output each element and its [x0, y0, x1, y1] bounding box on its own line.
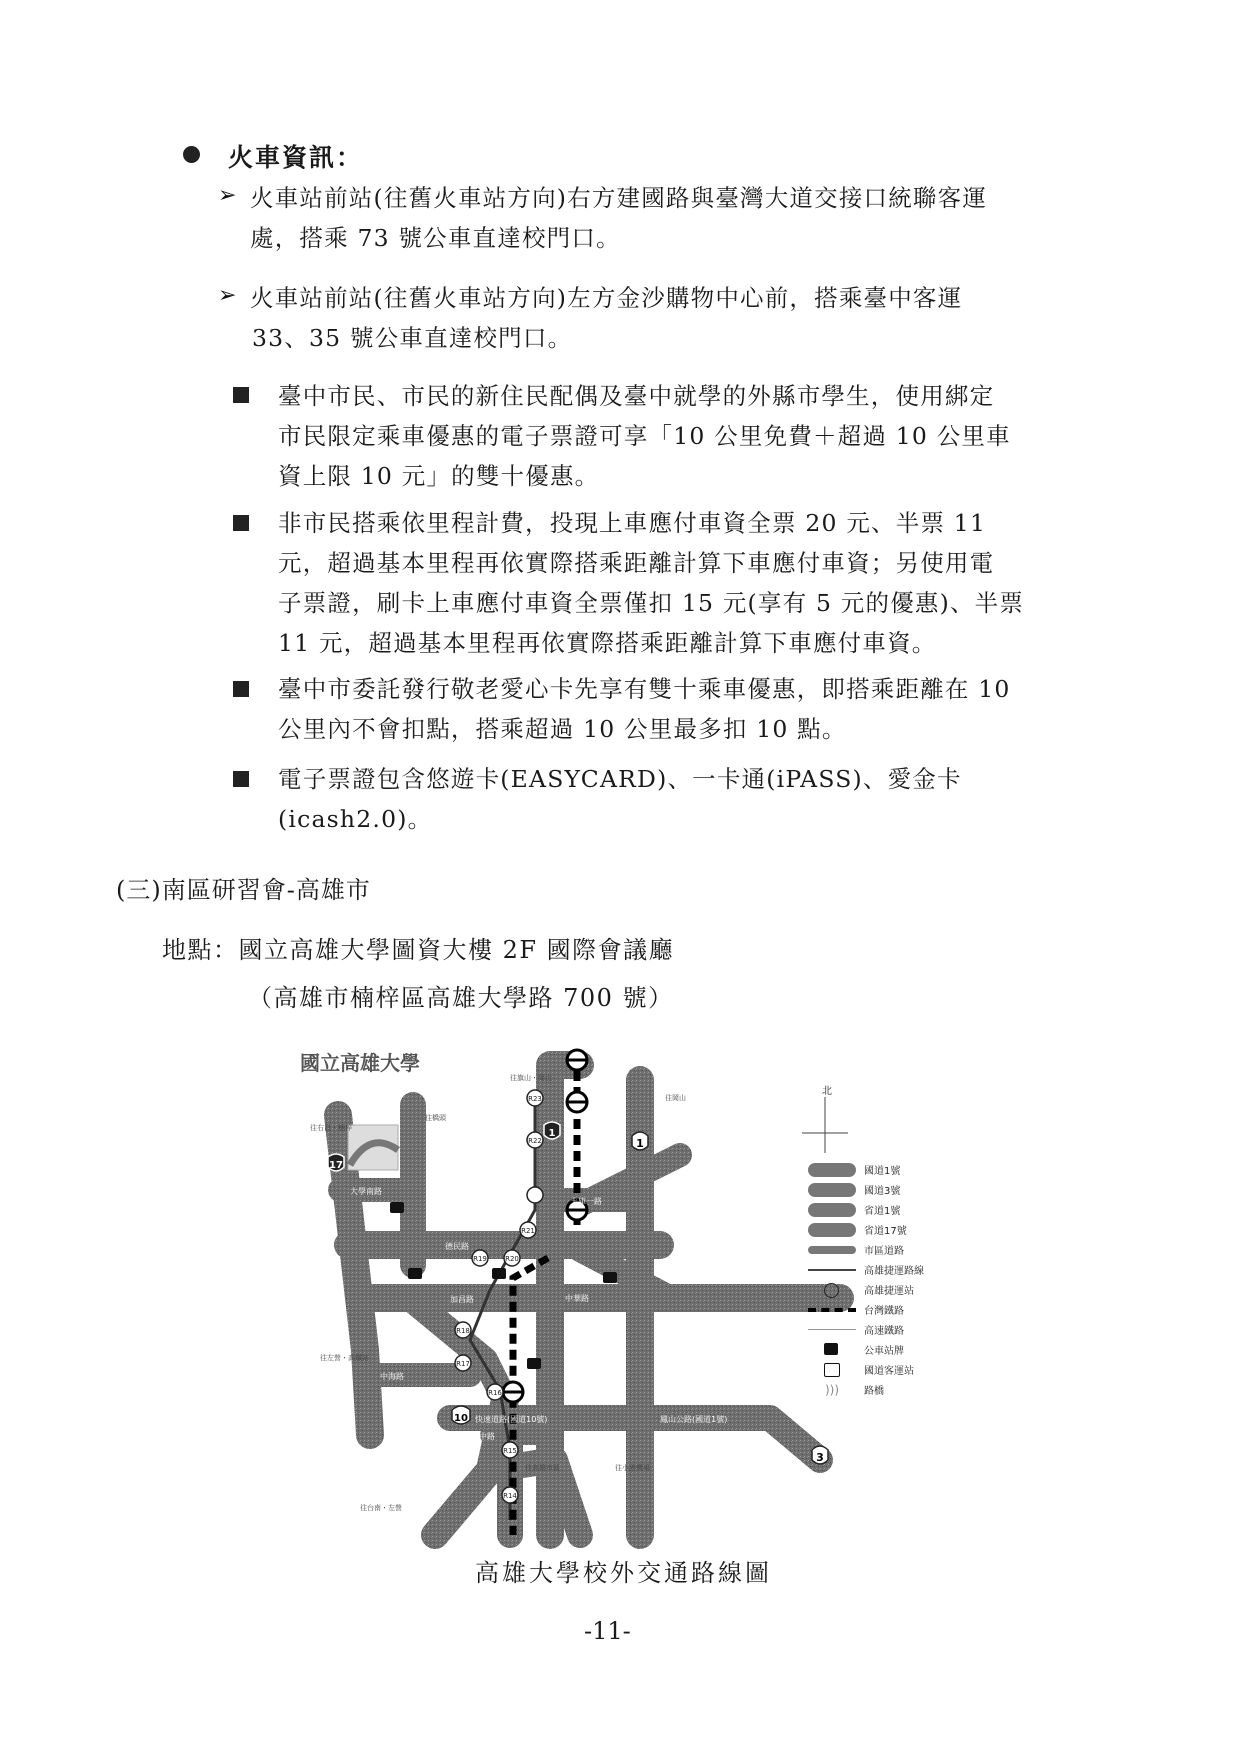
svg-text:R21: R21: [521, 1227, 535, 1235]
svg-text:R14: R14: [503, 1492, 517, 1500]
svg-text:R15: R15: [503, 1447, 517, 1455]
svg-text:3: 3: [816, 1451, 824, 1464]
square-bullet-icon: [233, 515, 249, 531]
text-line: 子票證，刷卡上車應付車資全票僅扣 15 元(享有 5 元的優惠)、半票: [278, 589, 1025, 617]
svg-text:R18: R18: [456, 1327, 470, 1335]
legend-overpass: ))) 路橋: [808, 1382, 884, 1397]
heading-bullet-icon: [183, 146, 200, 163]
arrow-bullet-icon: ➢: [218, 183, 237, 208]
high-speed-rail-icon: [808, 1329, 856, 1330]
city-road-icon: [808, 1246, 856, 1254]
text-line: 電子票證包含悠遊卡(EASYCARD)、一卡通(iPASS)、愛金卡: [278, 765, 962, 793]
legend-mrt-line: 高雄捷運路線: [808, 1262, 924, 1277]
svg-text:往岡山: 往岡山: [665, 1094, 686, 1102]
square-bullet-icon: [233, 387, 249, 403]
text-line: 臺中市委託發行敬老愛心卡先享有雙十乘車優惠，即搭乘距離在 10: [278, 675, 1011, 703]
road-network: [338, 1065, 840, 1535]
legend-high-speed-rail: 高速鐵路: [808, 1322, 904, 1337]
note-noncitizen-fare: [278, 503, 1024, 663]
svg-text:往橋頭: 往橋頭: [425, 1114, 446, 1122]
national-highway-shield-icon: [808, 1183, 856, 1197]
legend-mrt-station: 高雄捷運站: [808, 1282, 914, 1297]
svg-text:中海路: 中海路: [380, 1372, 404, 1381]
arrow-bullet-icon: ➢: [218, 283, 237, 308]
train-item-2: [250, 278, 962, 358]
square-bullet-icon: [233, 771, 249, 787]
svg-text:德民路: 德民路: [445, 1242, 469, 1251]
text-line: 火車站前站(往舊火車站方向)右方建國路與臺灣大道交接口統聯客運: [250, 184, 988, 212]
map-caption: 高雄大學校外交通路線圖: [475, 1559, 772, 1587]
svg-text:往右昌・楠梓: 往右昌・楠梓: [310, 1124, 352, 1132]
text-line: 元，超過基本里程再依實際搭乘距離計算下車應付車資；另使用電: [278, 549, 995, 577]
text-line: 資上限 10 元」的雙十優惠。: [278, 462, 600, 490]
legend-provincial-17: 省道17號: [808, 1222, 907, 1237]
note-e-ticket-types: [278, 759, 962, 839]
legend-railway: 台灣鐵路: [808, 1302, 904, 1317]
svg-text:1: 1: [636, 1137, 644, 1150]
mrt-line-icon: [808, 1269, 856, 1271]
text-line: 市民限定乘車優惠的電子票證可享「10 公里免費＋超過 10 公里車: [278, 422, 1011, 450]
text-line: 11 元，超過基本里程再依實際搭乘距離計算下車應付車資。: [278, 629, 937, 657]
text-line: (icash2.0)。: [278, 805, 433, 833]
legend-bus-stop: 公車站牌: [808, 1342, 904, 1357]
national-highway-shield-icon: [808, 1163, 856, 1177]
svg-text:R20: R20: [505, 1255, 519, 1263]
svg-text:R23: R23: [528, 1095, 542, 1103]
overpass-icon: ))): [824, 1382, 840, 1397]
svg-text:中華路: 中華路: [565, 1294, 589, 1303]
legend-national-1: 國道1號: [808, 1162, 900, 1177]
legend-coach-station: 國道客運站: [808, 1362, 914, 1377]
svg-text:往小港機場: 往小港機場: [615, 1464, 650, 1472]
mrt-station-icon: [808, 1283, 856, 1297]
text-line: 33、35 號公車直達校門口。: [252, 324, 573, 352]
text-line: 火車站前站(往舊火車站方向)左方金沙購物中心前，搭乘臺中客運: [250, 284, 963, 312]
train-item-1: [250, 178, 987, 258]
svg-text:往旗山・岡山: 往旗山・岡山: [510, 1074, 552, 1082]
svg-text:鳳山公路(國道1號): 鳳山公路(國道1號): [660, 1415, 728, 1424]
svg-text:往高雄市區: 往高雄市區: [525, 1464, 560, 1472]
svg-text:R22: R22: [528, 1137, 542, 1145]
svg-text:10: 10: [454, 1413, 468, 1424]
map-title: 國立高雄大學: [300, 1051, 420, 1075]
legend-city-road: 市區道路: [808, 1242, 904, 1257]
page-number: -11-: [584, 1617, 631, 1645]
svg-text:土庫一路: 土庫一路: [570, 1197, 602, 1206]
square-bullet-icon: [233, 681, 249, 697]
venue-address: （高雄市楠梓區高雄大學路 700 號）: [248, 984, 674, 1012]
south-session-heading: (三)南區研習會-高雄市: [116, 876, 371, 904]
provincial-highway-shield-icon: [808, 1223, 856, 1237]
note-citizen-discount: [278, 376, 1011, 496]
svg-text:快速道路(國道10號): 快速道路(國道10號): [475, 1415, 548, 1424]
bus-stop-icon: [808, 1343, 856, 1357]
svg-text:加昌路: 加昌路: [450, 1295, 474, 1304]
note-senior-card: [278, 669, 1011, 749]
text-line: 公里內不會扣點，搭乘超過 10 公里最多扣 10 點。: [278, 715, 847, 743]
provincial-highway-shield-icon: [808, 1203, 856, 1217]
text-line: 非市民搭乘依里程計費，投現上車應付車資全票 20 元、半票 11: [278, 509, 987, 537]
svg-text:1: 1: [548, 1128, 556, 1139]
svg-text:左營大中路: 左營大中路: [455, 1432, 495, 1441]
legend-national-3: 國道3號: [808, 1182, 900, 1197]
svg-text:往左營・高鐵站: 往左營・高鐵站: [320, 1354, 369, 1362]
train-info-heading: 火車資訊：: [228, 143, 364, 172]
svg-text:R19: R19: [473, 1255, 487, 1263]
compass-icon: [800, 1095, 850, 1155]
svg-text:往台南・左營: 往台南・左營: [360, 1504, 402, 1512]
svg-text:R16: R16: [488, 1389, 502, 1397]
text-line: 臺中市民、市民的新住民配偶及臺中就學的外縣市學生，使用綁定: [278, 382, 995, 410]
coach-station-icon: [808, 1363, 856, 1377]
text-line: 處，搭乘 73 號公車直達校門口。: [250, 224, 621, 252]
railway-icon: [808, 1308, 856, 1312]
svg-text:17: 17: [329, 1160, 343, 1171]
svg-text:大學南路: 大學南路: [350, 1187, 382, 1196]
venue-location: 地點：國立高雄大學圖資大樓 2F 國際會議廳: [162, 936, 675, 964]
north-label: 北: [822, 1086, 832, 1097]
university-logo-icon: [348, 1125, 398, 1170]
svg-text:R17: R17: [456, 1360, 470, 1368]
legend-provincial-1: 省道1號: [808, 1202, 900, 1217]
